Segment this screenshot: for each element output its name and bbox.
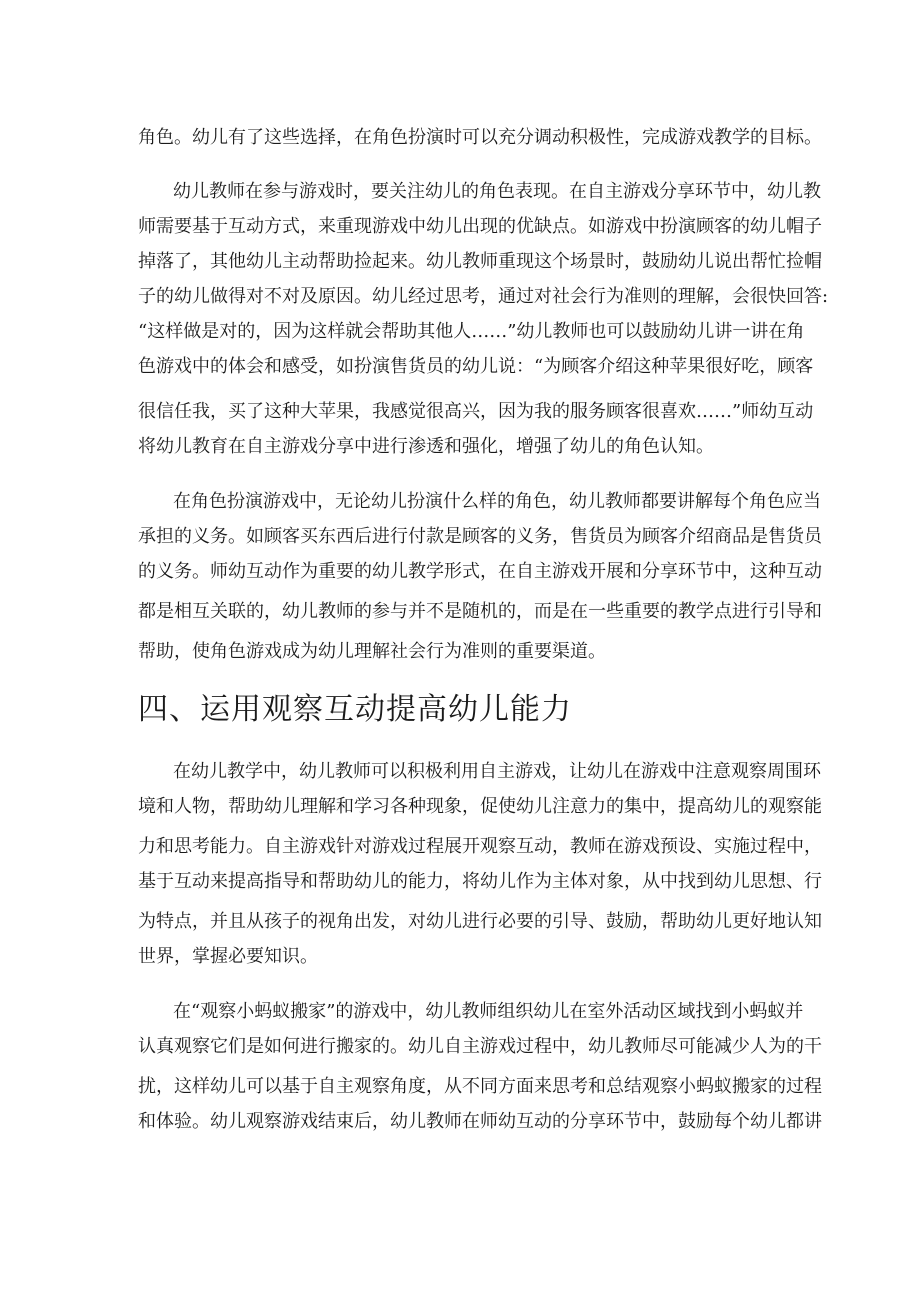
paragraph-5-line-2: 认真观察它们是如何进行搬家的。幼儿自主游戏过程中，幼儿教师尽可能减少人为的干 [138, 1036, 822, 1057]
paragraph-5-line-4: 和体验。幼儿观察游戏结束后，幼儿教师在师幼互动的分享环节中，鼓励每个幼儿都讲 [138, 1111, 822, 1132]
paragraph-3-line-5: 帮助，使角色游戏成为幼儿理解社会行为准则的重要渠道。 [138, 641, 606, 662]
section-heading: 四、运用观察互动提高幼儿能力 [138, 692, 572, 727]
paragraph-4-line-2: 境和人物，帮助幼儿理解和学习各种现象，促使幼儿注意力的集中，提高幼儿的观察能 [138, 796, 822, 817]
paragraph-2-line-4: 子的幼儿做得对不对及原因。幼儿经过思考，通过对社会行为准则的理解，会很快回答: [138, 286, 829, 307]
paragraph-3-line-1: 在角色扮演游戏中，无论幼儿扮演什么样的角色，幼儿教师都要讲解每个角色应当 [173, 491, 821, 512]
paragraph-carry-line-1: 角色。幼儿有了这些选择，在角色扮演时可以充分调动积极性，完成游戏教学的目标。 [138, 127, 822, 148]
paragraph-2-line-3: 掉落了，其他幼儿主动帮助捡起来。幼儿教师重现这个场景时，鼓励幼儿说出帮忙捡帽 [138, 251, 822, 272]
paragraph-5-line-3: 扰，这样幼儿可以基于自主观察角度，从不同方面来思考和总结观察小蚂蚁搬家的过程 [138, 1076, 822, 1097]
paragraph-4-line-3: 力和思考能力。自主游戏针对游戏过程展开观察互动，教师在游戏预设、实施过程中， [138, 836, 822, 857]
paragraph-4-line-6: 世界，掌握必要知识。 [138, 946, 318, 967]
paragraph-2-line-5: “这样做是对的，因为这样就会帮助其他人……”幼儿教师也可以鼓励幼儿讲一讲在角 [138, 321, 805, 342]
paragraph-4-line-5: 为特点，并且从孩子的视角出发，对幼儿进行必要的引导、鼓励，帮助幼儿更好地认知 [138, 911, 822, 932]
paragraph-2-line-8: 将幼儿教育在自主游戏分享中进行渗透和强化，增强了幼儿的角色认知。 [138, 436, 714, 457]
paragraph-2-line-7: 很信任我，买了这种大苹果，我感觉很高兴，因为我的服务顾客很喜欢……”师幼互动 [138, 401, 814, 422]
paragraph-2-line-1: 幼儿教师在参与游戏时，要关注幼儿的角色表现。在自主游戏分享环节中，幼儿教 [173, 181, 821, 202]
paragraph-5-line-1: 在“观察小蚂蚁搬家”的游戏中，幼儿教师组织幼儿在室外活动区域找到小蚂蚁并 [173, 1001, 804, 1022]
paragraph-2-line-6: 色游戏中的体会和感受，如扮演售货员的幼儿说：“为顾客介绍这种苹果很好吃，顾客 [138, 356, 814, 377]
paragraph-2-line-2: 师需要基于互动方式，来重现游戏中幼儿出现的优缺点。如游戏中扮演顾客的幼儿帽子 [138, 216, 822, 237]
paragraph-4-line-4: 基于互动来提高指导和帮助幼儿的能力，将幼儿作为主体对象，从中找到幼儿思想、行 [138, 871, 822, 892]
paragraph-3-line-3: 的义务。师幼互动作为重要的幼儿教学形式，在自主游戏开展和分享环节中，这种互动 [138, 561, 822, 582]
paragraph-3-line-2: 承担的义务。如顾客买东西后进行付款是顾客的义务，售货员为顾客介绍商品是售货员 [138, 526, 822, 547]
paragraph-4-line-1: 在幼儿教学中，幼儿教师可以积极利用自主游戏，让幼儿在游戏中注意观察周围环 [173, 761, 821, 782]
paragraph-3-line-4: 都是相互关联的，幼儿教师的参与并不是随机的，而是在一些重要的教学点进行引导和 [138, 601, 822, 622]
